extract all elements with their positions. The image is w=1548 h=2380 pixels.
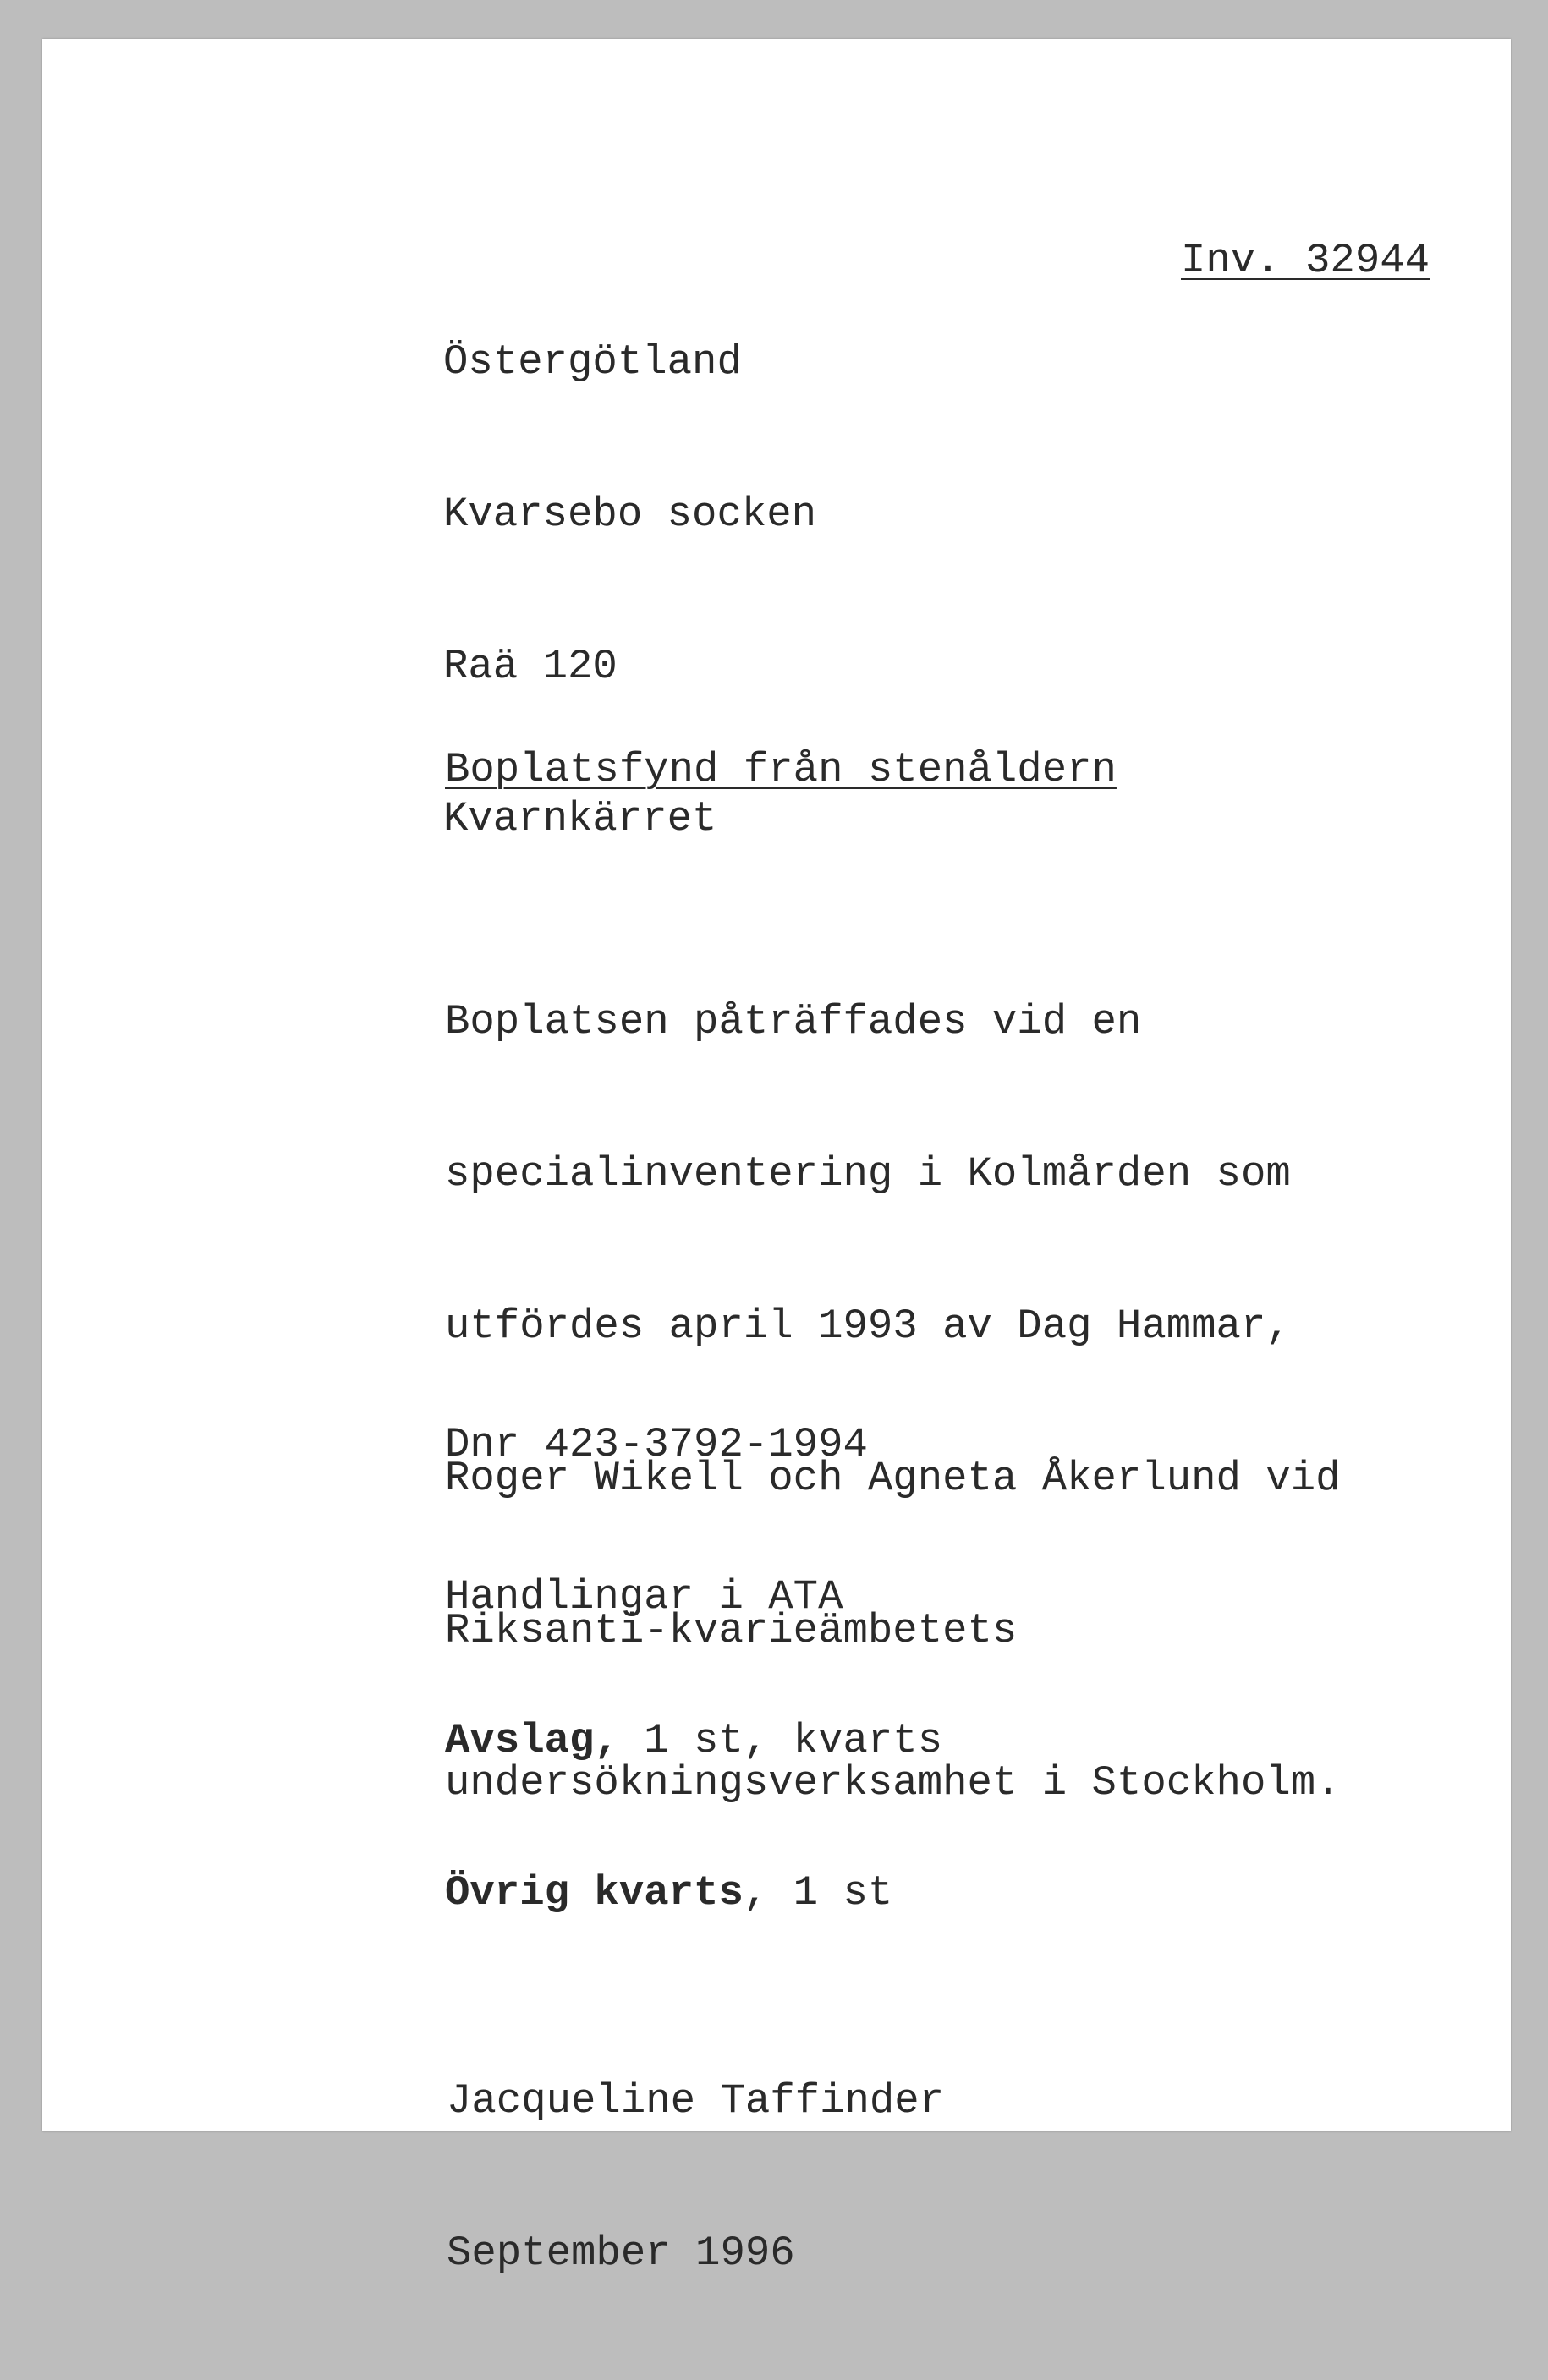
registry-number: Dnr 423-3792-1994: [445, 1421, 868, 1468]
find-name: Övrig kvarts: [445, 1869, 744, 1917]
find-detail: 1 st, kvarts: [618, 1717, 943, 1764]
finds-list: [445, 1614, 942, 2020]
archive-reference: Handlingar i ATA: [445, 1573, 843, 1620]
document-title: Boplatsfynd från stenåldern: [445, 746, 1117, 793]
find-name: Avslag,: [445, 1717, 619, 1764]
description-line: Roger Wikell och Agneta Åkerlund vid: [445, 1455, 1341, 1502]
inventory-number: Inv. 32944: [1181, 237, 1430, 284]
author-name: Jacqueline Taffinder: [447, 2077, 945, 2125]
author-block: [447, 1974, 944, 2380]
site-name-line: Kvarnkärret: [443, 795, 717, 842]
find-detail: , 1 st: [743, 1869, 893, 1917]
description-line: utfördes april 1993 av Dag Hammar,: [445, 1302, 1291, 1350]
location-block: [443, 235, 816, 946]
document-page: [42, 39, 1511, 2277]
county-line: Östergötland: [443, 338, 742, 386]
find-item: [445, 1867, 942, 1918]
description-line: specialinventering i Kolmården som: [445, 1150, 1291, 1198]
author-date: September 1996: [447, 2229, 795, 2277]
find-item: [445, 1715, 942, 1766]
description-line: Riksanti-kvarieämbetets: [445, 1607, 1018, 1654]
raa-number-line: Raä 120: [443, 643, 618, 690]
description-line: undersökningsverksamhet i Stockholm.: [445, 1759, 1341, 1807]
description-line: Boplatsen påträffades vid en: [445, 998, 1142, 1045]
parish-line: Kvarsebo socken: [443, 491, 817, 538]
